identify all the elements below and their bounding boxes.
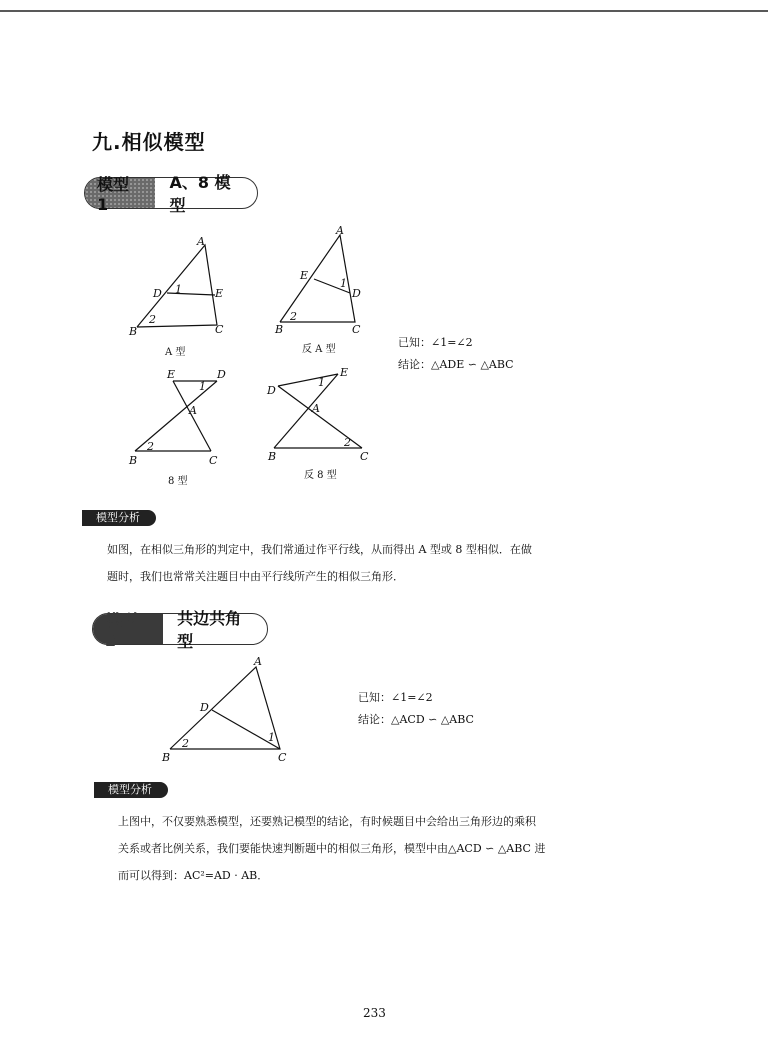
figure-reverse-a-type [270,225,380,344]
caption-a-type: A 型 [165,347,186,358]
label-a: A [254,655,262,668]
label-b: B [129,325,138,338]
angle-2-label: 2 [147,440,154,453]
label-a: A [189,404,197,417]
label-e: E [300,269,309,282]
model-2-conditions [358,687,474,731]
label-a: A [197,235,205,248]
label-c: C [215,323,224,336]
model-2-conclusion: 结论：△ACD ∽ △ABC [358,713,474,726]
model-1-conditions [398,332,514,376]
label-d: D [267,384,276,397]
model-1-name: A、8 模型 [169,173,231,215]
analysis-1-label: 模型分析 [82,510,156,526]
analysis-1-text [107,536,667,590]
label-c: C [360,450,369,463]
angle-1-label: 1 [340,277,347,290]
analysis-2-line-3: 而可以得到：AC²=AD · AB． [118,869,269,882]
angle-2-label: 2 [149,313,156,326]
analysis-2-line-2: 关系或者比例关系，我们要能快速判断题中的相似三角形，模型中由△ACD ∽ △ABC 进 [118,842,546,855]
analysis-2-text [118,808,678,889]
angle-1-label: 1 [318,376,325,389]
model-1-given: 已知：∠1=∠2 [398,336,473,349]
analysis-1-line-1: 如图，在相似三角形的判定中，我们常通过作平行线，从而得出 A 型或 8 型相似．在做 [107,543,532,556]
label-b: B [275,323,284,336]
angle-2-label: 2 [182,737,189,750]
label-b: B [129,454,138,467]
label-d: D [153,287,162,300]
caption-reverse-a-type: 反 A 型 [302,344,336,355]
caption-8-type: 8 型 [168,476,188,487]
label-e: E [167,368,176,381]
angle-2-label: 2 [344,436,351,449]
section-title: 九.相似模型 [92,130,206,154]
model-2-tag [92,609,268,651]
angle-1-label: 1 [175,283,182,296]
label-e: E [215,287,224,300]
label-c: C [352,323,361,336]
label-c: C [209,454,218,467]
label-b: B [162,751,171,764]
label-a: A [312,402,320,415]
angle-1-label: 1 [268,731,275,744]
label-a: A [336,225,344,237]
analysis-2-label: 模型分析 [94,782,168,798]
caption-reverse-8-type: 反 8 型 [304,470,337,481]
scan-edge-line [0,10,768,12]
label-b: B [268,450,277,463]
label-d: D [352,287,361,300]
label-e: E [340,366,349,379]
figure-a-type [125,235,235,349]
analysis-1-line-2: 题时，我们也常常关注题目中由平行线所产生的相似三角形． [107,570,404,583]
model-1-conclusion: 结论：△ADE ∽ △ABC [398,358,514,371]
model-2-badge: 模型 2 [93,614,163,644]
model-1-tag [84,173,258,215]
figure-8-type [125,366,235,475]
page-number: 233 [363,1006,386,1020]
model-1-badge: 模型 1 [85,178,155,208]
angle-2-label: 2 [290,310,297,323]
analysis-2-line-1: 上图中，不仅要熟悉模型，还要熟记模型的结论，有时候题目中会给出三角形边的乘积 [118,815,536,828]
figure-reverse-8-type [262,364,377,468]
label-d: D [200,701,209,714]
model-2-name: 共边共角型 [177,609,242,651]
model-2-given: 已知：∠1=∠2 [358,691,433,704]
label-d: D [217,368,226,381]
label-c: C [278,751,287,764]
angle-1-label: 1 [199,380,206,393]
figure-shared-side-angle [160,655,300,771]
